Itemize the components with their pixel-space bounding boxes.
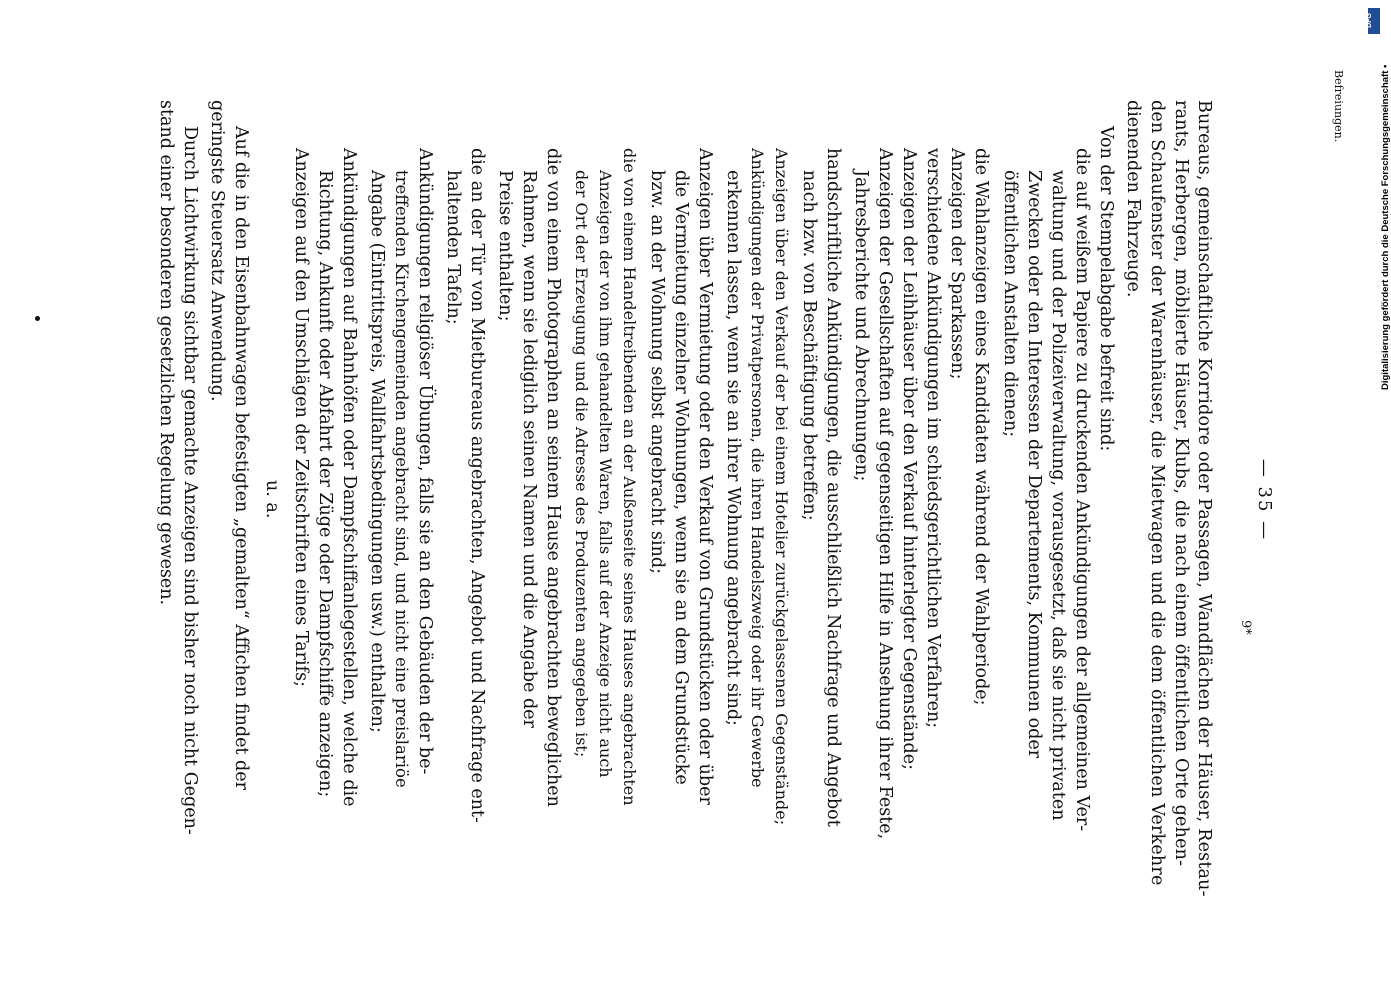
text-line: rants, Herbergen, möblierte Häuser, Klubs, die nach einem öffentlichen Orte gehen-	[1171, 100, 1191, 867]
scan-speck	[35, 316, 40, 321]
text-line: nach bzw. von Beschäftigung betreffen;	[799, 170, 819, 521]
text-line: waltung und der Polizeiverwaltung, vorausgesetzt, daß sie nicht privaten	[1048, 170, 1068, 821]
text-line: Anzeigen der Sparkassen;	[947, 148, 967, 380]
text-line: die Wahlanzeigen eines Kandidaten während der Wahlperiode;	[971, 148, 991, 706]
text-line: erkennen lassen, wenn sie an ihrer Wohnung angebracht sind;	[723, 170, 743, 726]
text-line: haltenden Tafeln;	[443, 170, 463, 325]
text-line: u. a.	[262, 480, 282, 519]
text-line: der Ort der Erzeugung und die Adresse des Produzenten angegeben ist;	[572, 170, 591, 758]
text-line: dienenden Fahrzeuge.	[1123, 100, 1143, 298]
text-line: Anzeigen der von ihm gehandelten Waren, falls auf der Anzeige nicht auch	[596, 170, 615, 778]
text-line: Anzeigen der Gesellschaften auf gegenseitigen Hilfe in Ansehung ihrer Feste,	[875, 148, 895, 840]
text-line: Von der Stempelabgabe befreit sind:	[1096, 126, 1116, 452]
text-line: bzw. an der Wohnung selbst angebracht sind;	[647, 170, 667, 574]
text-line: Auf die in den Eisenbahnwagen befestigten „gemalten“ Affichen findet der	[231, 126, 251, 790]
text-line: Anzeigen der Leihhäuser über den Verkauf hinterlegter Gegenstände;	[899, 148, 919, 771]
dfg-logo: DFG	[1368, 8, 1380, 34]
rotated-text-block	[115, 70, 1345, 900]
text-line: Jahresberichte und Abrechnungen;	[851, 170, 871, 482]
text-line: Rahmen, wenn sie lediglich seinen Namen und die Angabe der	[519, 170, 539, 728]
text-line: verschiedene Ankündigungen im schiedsgerichtlichen Verfahren;	[923, 148, 943, 729]
text-line: Ankündigungen auf Bahnhöfen oder Dampfschiffanlegestellen, welche die	[339, 148, 359, 807]
text-line: treffenden Kirchengemeinden angebracht sind, und nicht eine preislariöe	[392, 170, 411, 788]
text-line: den Schaufenster der Warenhäuser, die Mietwagen und die dem öffentlichen Verkehre	[1147, 100, 1167, 886]
text-line: stand einer besonderen gesetzlichen Regelung gewesen.	[156, 100, 176, 606]
margin-note: Befreiungen.	[1332, 70, 1345, 143]
text-line: Zwecken oder den Interessen der Departements, Kommunen oder	[1024, 170, 1044, 759]
text-line: die von einem Handeltreibenden an der Außenseite seines Hauses angebrachten	[620, 148, 639, 806]
text-line: geringste Steuersatz Anwendung.	[207, 100, 227, 402]
text-line: öffentlichen Anstalten dienen;	[1000, 170, 1020, 438]
digitization-credit	[1366, 10, 1391, 390]
text-line: Richtung, Ankunft oder Abfahrt der Züge oder Dampfschiffe anzeigen;	[315, 170, 335, 798]
text-line: die Vermietung einzelner Wohnungen, wenn sie an dem Grundstücke	[671, 170, 691, 785]
text-line: Durch Lichtwirkung sichtbar gemachte Anzeigen sind bisher noch nicht Gegen-	[180, 126, 200, 835]
text-line: Anzeigen über den Verkauf der bei einem Hotelier zurückgelassenen Gegenstände;	[772, 148, 791, 826]
text-line: Anzeigen über Vermietung oder den Verkauf von Grundstücken oder über	[695, 148, 715, 805]
text-line: Bureaus, gemeinschaftliche Korridore oder Passagen, Wandflächen der Häuser, Restau-	[1194, 100, 1214, 897]
text-line: Angabe (Eintrittspreis, Wallfahrtsbedingungen usw.) enthalten;	[367, 170, 387, 733]
text-line: die an der Tür von Mietbureaus angebrachten, Angebot und Nachfrage ent-	[467, 148, 487, 823]
text-line: die von einem Photographen an seinem Hause angebrachten beweglichen	[543, 148, 563, 807]
text-line: Ankündigungen religiöser Übungen, falls sie an den Gebäuden der be-	[415, 148, 435, 775]
text-line: handschriftliche Ankündigungen, die ausschließlich Nachfrage und Angebot	[823, 148, 843, 827]
page-number: — 35 —	[1254, 458, 1275, 542]
text-line: Anzeigen auf den Umschlägen der Zeitschriften eines Tarifs;	[291, 148, 311, 687]
text-line: die auf weißem Papiere zu druckenden Ankündigungen der allgemeinen Ver-	[1072, 148, 1092, 832]
footer-mark: 9*	[1238, 620, 1253, 635]
text-line: Ankündigungen der Privatpersonen, die ihren Handelszweig oder ihr Gewerbe	[748, 148, 767, 788]
credit-text: Digitalisierung gefördert durch die Deutsche Forschungsgemeinschaft •	[1380, 64, 1391, 390]
text-line: Preise enthalten;	[495, 170, 515, 322]
